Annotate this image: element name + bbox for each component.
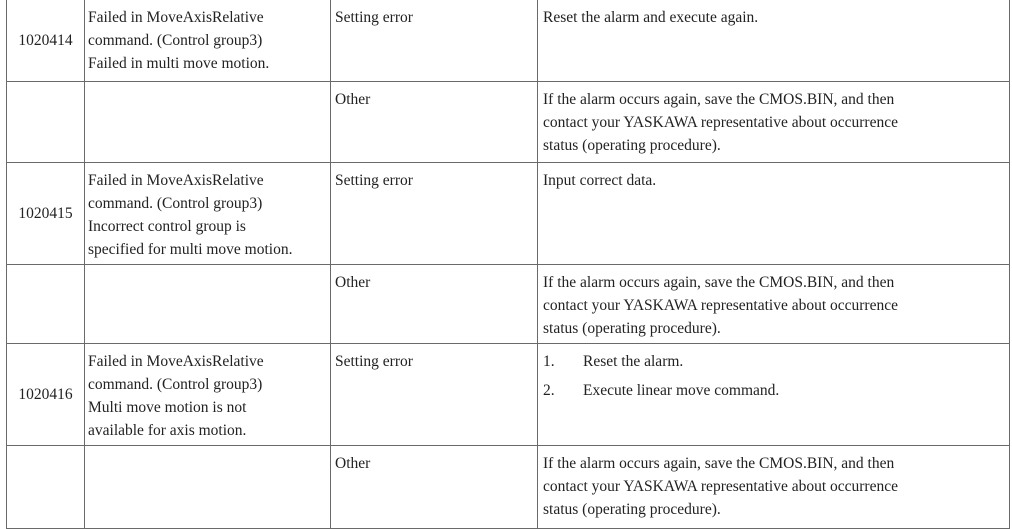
remedy-line: If the alarm occurs again, save the CMOS.BIN, and then (543, 274, 895, 291)
description-line: Incorrect control group is (88, 218, 246, 235)
table-row (7, 265, 1010, 344)
description-line: Failed in MoveAxisRelative (88, 9, 264, 26)
description-line: Failed in MoveAxisRelative (88, 353, 264, 370)
description-line: command. (Control group3) (88, 32, 263, 49)
remedy-line: If the alarm occurs again, save the CMOS.BIN, and then (543, 455, 895, 472)
remedy-cell (538, 446, 1010, 529)
description-cell (85, 265, 331, 344)
remedy-line: status (operating procedure). (543, 137, 721, 154)
remedy-step (543, 350, 1005, 379)
description-cell (85, 163, 331, 265)
table-row (7, 82, 1010, 163)
description-cell (85, 0, 331, 82)
alarm-code-cell (7, 265, 85, 344)
description-cell (85, 344, 331, 446)
step-number: 2. (543, 382, 555, 399)
table-row (7, 163, 1010, 265)
cause-text: Other (335, 455, 371, 472)
cause-text: Other (335, 274, 371, 291)
table-row (7, 0, 1010, 82)
remedy-cell (538, 163, 1010, 265)
cause-cell (331, 344, 538, 446)
cause-cell (331, 265, 538, 344)
cause-text: Other (335, 91, 371, 108)
description-line: Multi move motion is not (88, 399, 247, 416)
table-row (7, 446, 1010, 529)
remedy-line: Reset the alarm and execute again. (543, 9, 759, 26)
step-number: 1. (543, 353, 555, 370)
alarm-code-cell (7, 446, 85, 529)
description-line: Failed in multi move motion. (88, 55, 270, 72)
description-line: specified for multi move motion. (88, 241, 293, 258)
remedy-cell (538, 344, 1010, 446)
description-line: command. (Control group3) (88, 376, 263, 393)
remedy-cell (538, 82, 1010, 163)
alarm-code: 1020415 (18, 205, 73, 222)
description-cell (85, 446, 331, 529)
description-line: command. (Control group3) (88, 195, 263, 212)
alarm-code-cell (7, 163, 85, 265)
alarm-code-cell (7, 82, 85, 163)
cause-cell (331, 82, 538, 163)
remedy-cell (538, 0, 1010, 82)
description-line: available for axis motion. (88, 422, 247, 439)
remedy-line: If the alarm occurs again, save the CMOS.BIN, and then (543, 91, 895, 108)
cause-text: Setting error (335, 353, 413, 370)
description-line: Failed in MoveAxisRelative (88, 172, 264, 189)
step-text: Execute linear move command. (583, 382, 780, 399)
remedy-line: Input correct data. (543, 172, 657, 189)
remedy-line: status (operating procedure). (543, 501, 721, 518)
description-cell (85, 82, 331, 163)
cause-text: Setting error (335, 9, 413, 26)
remedy-line: contact your YASKAWA representative about occurrence (543, 478, 898, 495)
alarm-code: 1020414 (18, 32, 73, 49)
remedy-line: contact your YASKAWA representative about occurrence (543, 297, 898, 314)
remedy-step (543, 379, 1005, 408)
cause-cell (331, 446, 538, 529)
remedy-line: status (operating procedure). (543, 320, 721, 337)
cause-text: Setting error (335, 172, 413, 189)
cause-cell (331, 163, 538, 265)
remedy-line: contact your YASKAWA representative about occurrence (543, 114, 898, 131)
step-text: Reset the alarm. (583, 353, 684, 370)
alarm-code-cell (7, 0, 85, 82)
alarm-code-cell (7, 344, 85, 446)
cause-cell (331, 0, 538, 82)
alarm-code: 1020416 (18, 386, 73, 403)
remedy-cell (538, 265, 1010, 344)
table-row (7, 344, 1010, 446)
alarm-table (6, 0, 1010, 529)
